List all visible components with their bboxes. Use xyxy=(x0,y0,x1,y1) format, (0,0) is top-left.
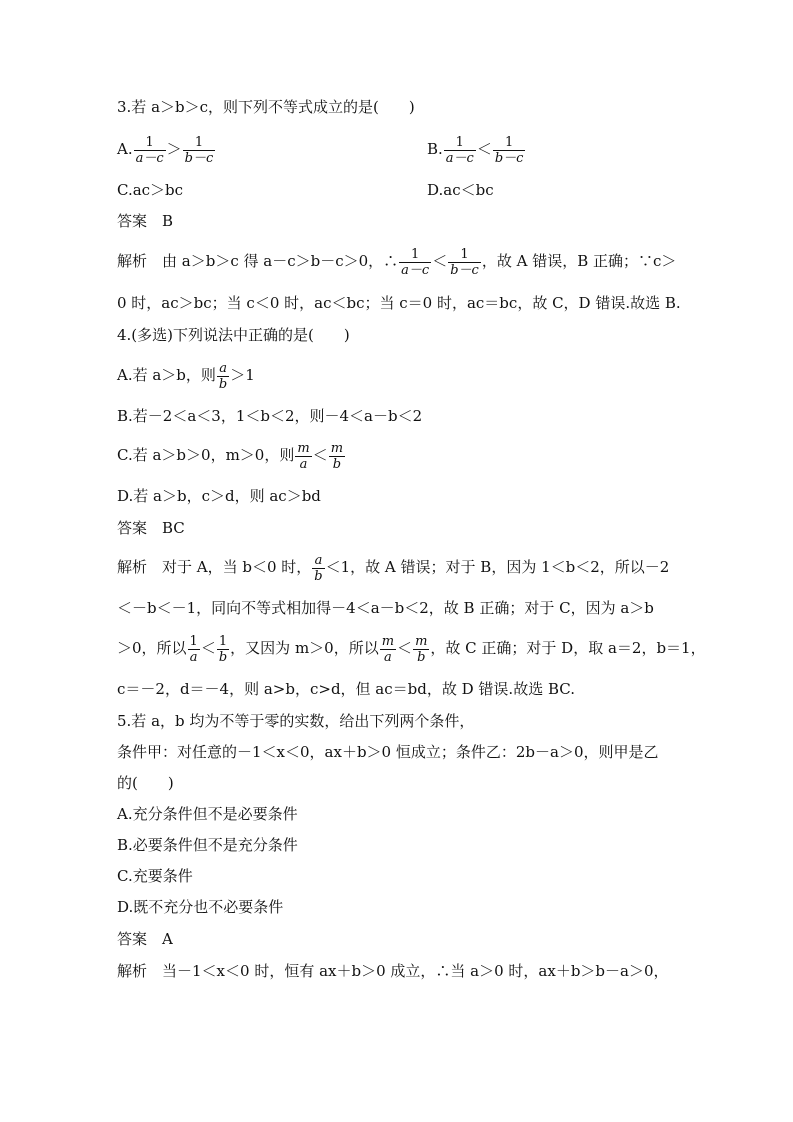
q4-option-d: D.若 a＞b，c＞d，则 ac＞bd xyxy=(117,487,321,505)
q4-explanation-line-1: 解析 对于 A，当 b＜0 时， $\frac{a}{b}$ ＜1，故 A 错误；对于 B，因为 1＜b＜2，所以－2 xyxy=(117,552,670,584)
q4-option-a: A.若 a＞b，则 $\frac{a}{b}$ ＞1 xyxy=(117,360,255,392)
q4-option-b: B.若－2＜a＜3，1＜b＜2，则－4＜a－b＜2 xyxy=(117,407,423,425)
q4-stem: 4.(多选)下列说法中正确的是( ) xyxy=(117,326,350,344)
q5-option-b: B.必要条件但不是充分条件 xyxy=(117,836,298,854)
q5-option-c: C.充要条件 xyxy=(117,867,193,885)
q4-explanation-line-2: ＜－b＜－1，同向不等式相加得－4＜a－b＜2，故 B 正确；对于 C，因为 a＞b xyxy=(117,599,654,617)
q3-stem: 3.若 a＞b＞c，则下列不等式成立的是( ) xyxy=(117,98,415,116)
q5-stem-line-1: 5.若 a，b 均为不等于零的实数，给出下列两个条件， xyxy=(117,712,475,730)
q5-explanation-line-1: 解析 当－1＜x＜0 时，恒有 ax＋b＞0 成立，∴当 a＞0 时，ax＋b＞b－a＞0， xyxy=(117,962,669,980)
q4-answer: 答案 BC xyxy=(117,519,185,537)
q3-option-a: A. $\frac{1}{a-c}$ ＞ $\frac{1}{b-c}$ xyxy=(117,134,214,166)
q5-stem-line-2: 条件甲：对任意的－1＜x＜0，ax＋b＞0 恒成立；条件乙：2b－a＞0，则甲是乙 xyxy=(117,743,659,761)
q3-explanation-line-1: 解析 由 a＞b＞c 得 a－c＞b－c＞0，∴ $\frac{1}{a-c}$ ＜ $\frac{1}{b-c}$ ，故 A 错误，B 正确；∵c＞ xyxy=(117,246,677,278)
q3-option-c: C.ac＞bc xyxy=(117,181,184,199)
q3-option-d: D.ac＜bc xyxy=(427,181,494,199)
q3-option-b: B. $\frac{1}{a-c}$ ＜ $\frac{1}{b-c}$ xyxy=(427,134,524,166)
q5-stem-line-3: 的( ) xyxy=(117,774,174,792)
q5-option-a: A.充分条件但不是必要条件 xyxy=(117,805,298,823)
q3-answer: 答案 B xyxy=(117,212,174,230)
q5-option-d: D.既不充分也不必要条件 xyxy=(117,898,284,916)
q4-explanation-line-3: ＞0，所以 $\frac{1}{a}$ ＜ $\frac{1}{b}$ ，又因为 m＞0，所以 $\frac{m}{a}$ ＜ $\frac{m}{b}$ ，故 C 正确；对于 D，取 a＝2，b＝1， xyxy=(117,633,706,665)
q4-option-c: C.若 a＞b＞0，m＞0，则 $\frac{m}{a}$ ＜ $\frac{m}{b}$ xyxy=(117,440,344,472)
q4-explanation-line-4: c＝－2，d＝－4，则 a>b，c>d，但 ac＝bd，故 D 错误.故选 BC. xyxy=(117,680,575,698)
q3-explanation-line-2: 0 时，ac＞bc；当 c＜0 时，ac＜bc；当 c＝0 时，ac＝bc，故 C，D 错误.故选 B. xyxy=(117,294,681,312)
q5-answer: 答案 A xyxy=(117,930,173,948)
